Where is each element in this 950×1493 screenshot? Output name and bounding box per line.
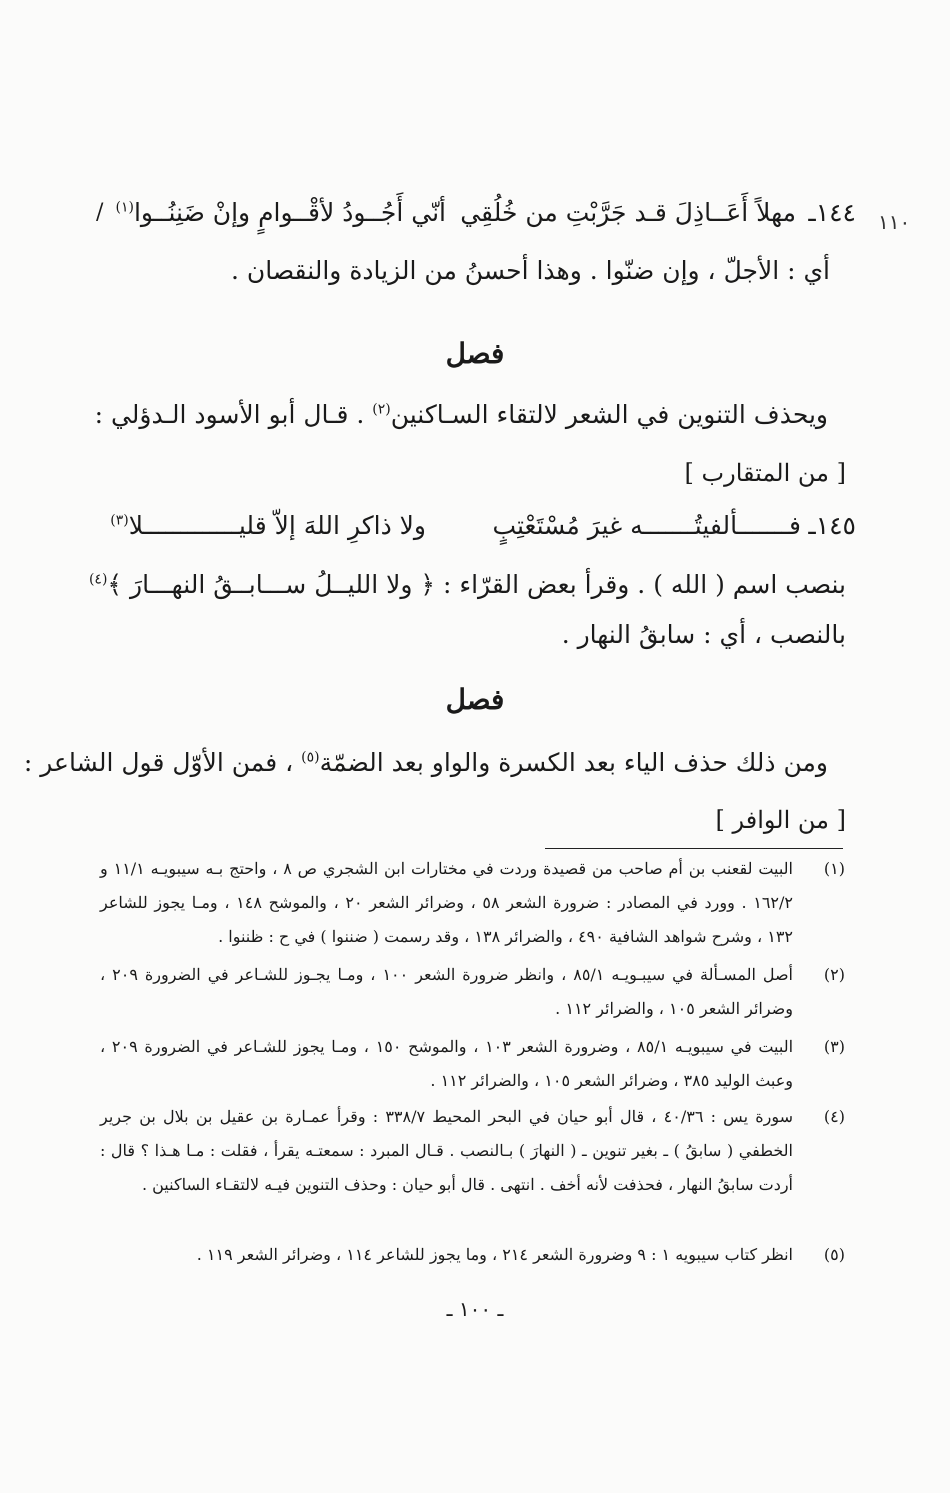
meter-label: [ من المتقارب ] [684, 459, 846, 487]
footnote [100, 1030, 845, 1098]
margin-reference: ١١٠ [878, 210, 911, 234]
verse-hemistich-second [110, 511, 426, 540]
paragraph-text: ، فمن الأوّل قول الشاعر : [23, 748, 294, 777]
paragraph-intro [95, 400, 828, 429]
paragraph-continuation: بالنصب ، أي : سابقُ النهار . [561, 620, 846, 649]
footnote-number: (١) [823, 859, 845, 878]
paragraph-commentary: أي : الأجلّ ، وإن ضنّوا . وهذا أحسنُ من الزيادة والنقصان . [231, 256, 830, 285]
footnote [100, 958, 845, 1026]
hemistich-text: ولا ذاكرِ اللهَ إلاّ قليـــــــــــــلا [128, 511, 426, 540]
section-heading: فصل [445, 683, 505, 716]
verse-145 [96, 505, 856, 549]
verse-number: ١٤٤ـ [808, 198, 856, 227]
paragraph-text: ومن ذلك حذف الياء بعد الكسرة والواو بعد الضمّة [319, 748, 828, 777]
paragraph-text: بنصب اسم ( الله ) . وقرأ بعض القرّاء : ﴿ ولا الليــلُ ســـابــقُ النهـــارَ ﴾ [107, 570, 846, 599]
footnote [100, 852, 845, 954]
footnote [100, 1238, 845, 1272]
footnote-ref: (٤) [88, 571, 108, 588]
footnote-ref: (١) [115, 199, 134, 216]
verse-hemistich-first: فـــــــألفيتُـــــــه غيرَ مُسْتَعْتِبٍ [492, 511, 801, 540]
verse-hemistich-second [116, 198, 447, 227]
footnote-text: سورة يس : ٤٠/٣٦ ، قال أبو حيان في البحر المحيط ٣٣٨/٧ : وقرأ عمـارة بن عقيل بن بلال بن جرير الخطفي ( سابقُ ) ـ بغير تنوين ـ ( النهارَ ) بـالنصب . قـال المبرد : سمعتـه يقرأ ، فقلت : مـا هـذا ؟ قال : أردت سابقُ النهار ، فحذفت لأنه أخف . انتهى . قال أبو حيان : وحذف التنوين فيـه لالتقـاء الساكنين . [100, 1107, 793, 1194]
page-number: ـ ١٠٠ ـ [446, 1297, 504, 1321]
footnote-text: أصل المسـألة في سيبـويـه ٨٥/١ ، وانظر ضرورة الشعر ١٠٠ ، ومـا يجـوز للشـاعر في الضرورة ٢٠٩ ، وضرائر الشعر ١٠٥ ، والضرائر ١١٢ . [100, 965, 794, 1018]
meter-label: [ من الوافر ] [715, 806, 846, 834]
paragraph-quran-reading [89, 570, 846, 599]
footnote-text: البيت لقعنب بن أم صاحب من قصيدة وردت في مختارات ابن الشجري ص ٨ ، واحتج بـه سيبويـه ١١/١ و ١٦٢/٢ . وورد في المصادر : ضرورة الشعر ٥٨ ، وضرائر الشعر ٢٠ ، والموشح ١٤٨ ، ومـا يجوز للشاعر ١٣٢ ، وشرح شواهد الشافية ٤٩٠ ، والضرائر ١٣٨ ، وقد رسمت ( ضننوا ) في ح : ظننوا . [100, 859, 794, 946]
footnote-number: (٤) [823, 1107, 845, 1126]
footnote [100, 1100, 845, 1202]
footnote-text: البيت في سيبويـه ٨٥/١ ، وضرورة الشعر ١٠٣ ، والموشح ١٥٠ ، ومـا يجوز للشـاعر في الضرورة ٢٠٩ ، وعبث الوليد ٣٨٥ ، وضرائر الشعر ١٠٥ ، والضرائر ١١٢ . [100, 1037, 794, 1090]
paragraph-text: . قـال أبو الأسود الـدؤلي : [94, 400, 365, 429]
footnote-text: انظر كتاب سيبويه ١ : ٩ وضرورة الشعر ٢١٤ ، وما يجوز للشاعر ١١٤ ، وضرائر الشعر ١١٩ . [196, 1245, 793, 1264]
footnote-number: (٥) [823, 1245, 845, 1264]
paragraph-text: ويحذف التنوين في الشعر لالتقاء السـاكنين [390, 400, 828, 429]
footnote-number: (٣) [823, 1037, 845, 1056]
paragraph-intro [24, 748, 828, 777]
verse-end-mark: / [96, 200, 104, 225]
section-heading: فصل [445, 337, 505, 370]
verse-number: ١٤٥ـ [808, 511, 856, 540]
hemistich-text: أنّي أَجُــودُ لأقْــوامٍ وإنْ ضَنِنُــوا [133, 198, 446, 227]
verse-144 [96, 190, 856, 240]
footnote-ref: (٥) [301, 749, 320, 766]
footnote-ref: (٣) [110, 512, 129, 529]
footnote-ref: (٢) [372, 401, 391, 418]
verse-hemistich-first: مهلاً أَعَــاذِلَ قـد جَرَّبْتِ من خُلُقِي [460, 198, 796, 227]
footnote-number: (٢) [823, 965, 845, 984]
footnote-divider [545, 848, 843, 849]
